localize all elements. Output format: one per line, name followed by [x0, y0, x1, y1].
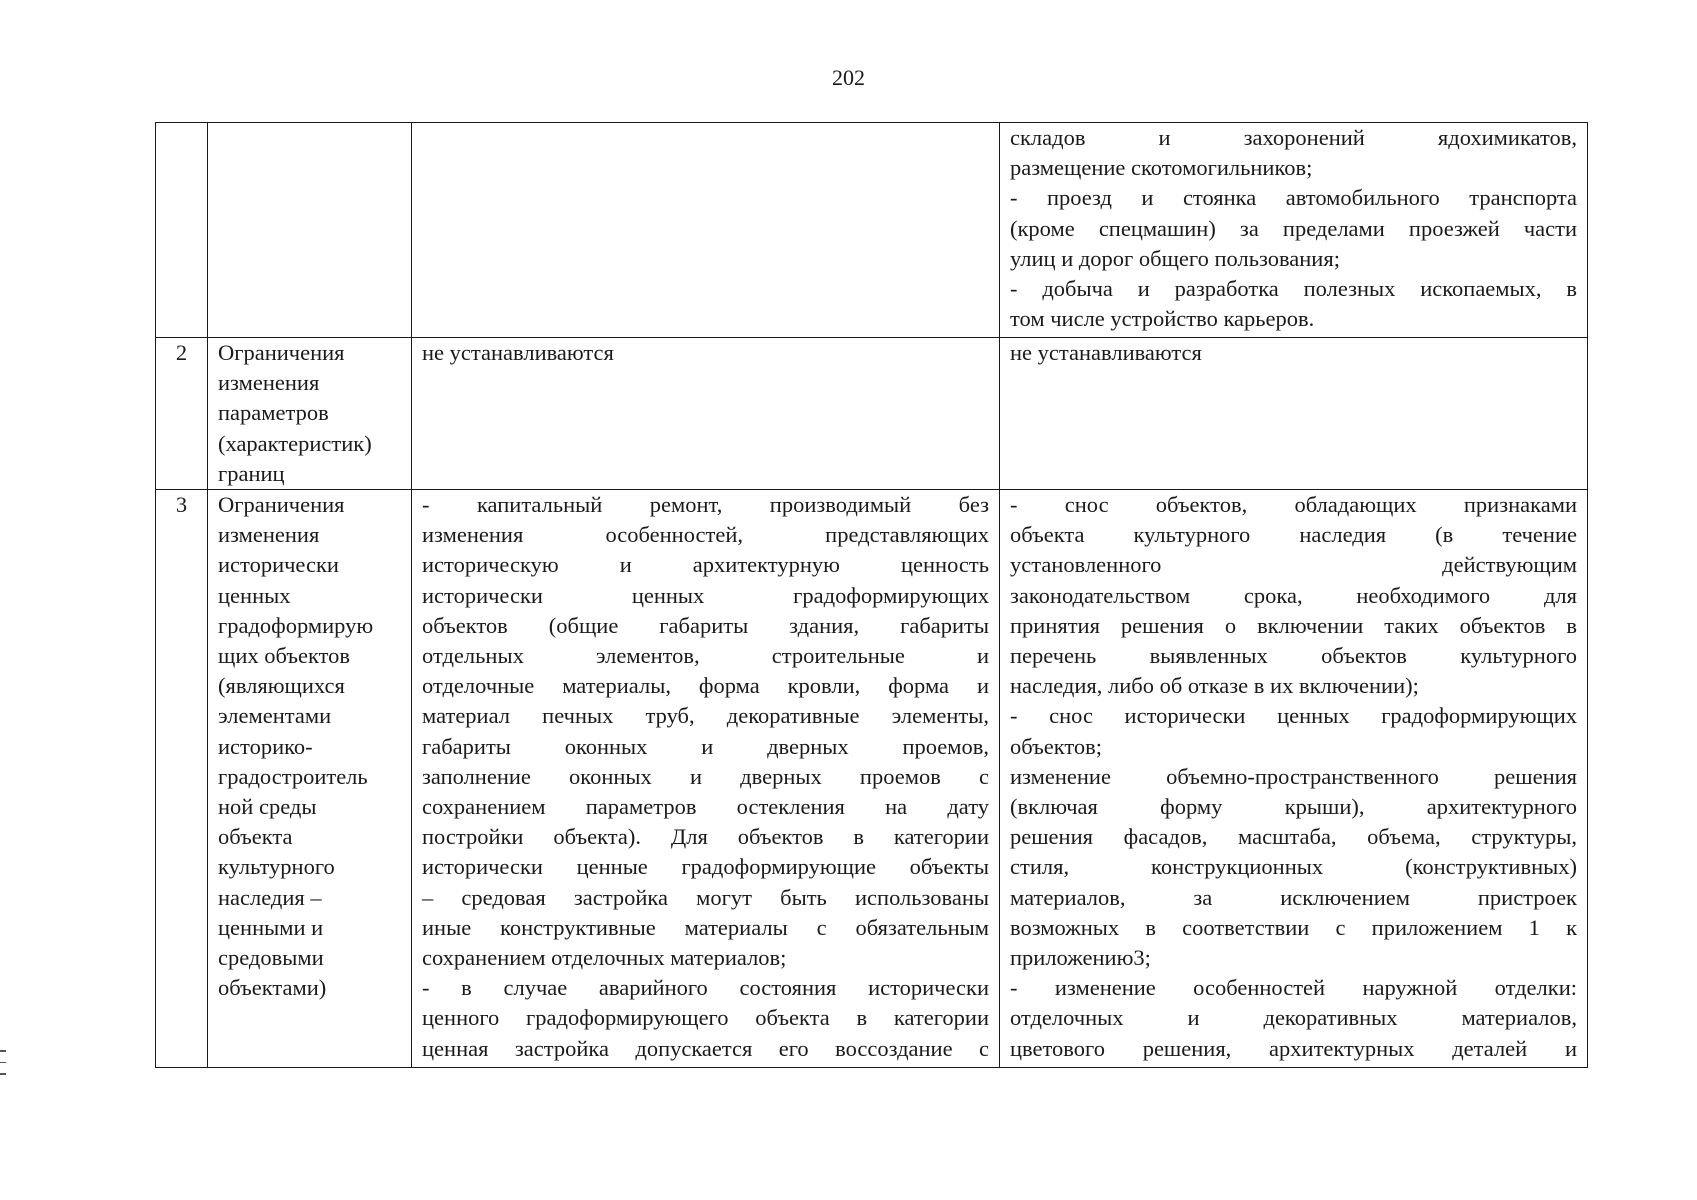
permitted-works-line: иные конструктивные материалы с обязательным [422, 914, 989, 940]
permitted-works-line: отдельных элементов, строительные и [422, 643, 989, 669]
permitted-works-line: не устанавливаются [422, 340, 614, 365]
row-number-cell [156, 123, 208, 338]
row-number-cell: 2 [156, 338, 208, 490]
restriction-name-line: объекта [218, 824, 293, 850]
prohibited-works-cell [1000, 338, 1588, 490]
prohibited-works-line: принятия решения о включении таких объектов в [1010, 612, 1577, 638]
prohibited-works-line: наследия, либо об отказе в их включении); [1010, 673, 1419, 699]
row-number-cell: 3 [156, 490, 208, 1068]
permitted-works-line: материал печных труб, декоративные элементы, [422, 703, 989, 729]
prohibited-works-line: (включая форму крыши), архитектурного [1010, 794, 1577, 820]
restriction-name-line: средовыми [218, 945, 324, 971]
prohibited-works-line: решения фасадов, масштаба, объема, структуры, [1010, 824, 1577, 850]
margin-tick [0, 1073, 6, 1075]
prohibited-works-line: приложению3; [1010, 945, 1151, 971]
restriction-name-line: ценных [218, 582, 291, 608]
prohibited-works-line: (кроме спецмашин) за пределами проезжей части [1010, 215, 1577, 241]
margin-tick [0, 1062, 6, 1064]
permitted-works-line: историческую и архитектурную ценность [422, 552, 989, 578]
prohibited-works-line: отделочных и декоративных материалов, [1010, 1005, 1577, 1031]
permitted-works-line: заполнение оконных и дверных проемов с [422, 763, 989, 789]
restriction-name-line: ной среды [218, 794, 317, 820]
restriction-name-line: изменения [218, 522, 320, 548]
restriction-name-line: исторически [218, 552, 339, 578]
prohibited-works-line: том числе устройство карьеров. [1010, 306, 1315, 332]
permitted-works-line: габариты оконных и дверных проемов, [422, 733, 989, 759]
prohibited-works-line: законодательством срока, необходимого для [1010, 582, 1577, 608]
prohibited-works-line: - проезд и стоянка автомобильного транспорта [1010, 185, 1577, 211]
prohibited-works-line: стиля, конструкционных (конструктивных) [1010, 854, 1577, 880]
restriction-name-line: (характеристик) [218, 430, 372, 456]
permitted-works-cell [412, 490, 1000, 1068]
restriction-name-line: параметров [218, 400, 329, 426]
prohibited-works-line: - снос исторически ценных градоформирующих [1010, 703, 1577, 729]
prohibited-works-line: объекта культурного наследия (в течение [1010, 522, 1577, 548]
permitted-works-cell [412, 338, 1000, 490]
permitted-works-line: исторически ценных градоформирующих [422, 582, 989, 608]
permitted-works-line: постройки объекта). Для объектов в категории [422, 824, 989, 850]
restriction-name-line: изменения [218, 370, 320, 396]
prohibited-works-line: улиц и дорог общего пользования; [1010, 245, 1340, 271]
prohibited-works-line: - снос объектов, обладающих признаками [1010, 492, 1577, 518]
prohibited-works-cell [1000, 490, 1588, 1068]
prohibited-works-line: перечень выявленных объектов культурного [1010, 643, 1577, 669]
prohibited-works-line: - добыча и разработка полезных ископаемых, в [1010, 276, 1577, 302]
prohibited-works-line: цветового решения, архитектурных деталей и [1010, 1035, 1577, 1061]
permitted-works-line: ценного градоформирующего объекта в категории [422, 1005, 989, 1031]
table-row [156, 338, 1588, 490]
restriction-name-line: культурного [218, 854, 335, 880]
restriction-name-cell [208, 123, 412, 338]
restriction-name-line: объектами) [218, 975, 327, 1001]
prohibited-works-line: возможных в соответствии с приложением 1 к [1010, 914, 1577, 940]
restriction-name-line: Ограничения [218, 492, 345, 518]
restriction-name-line: границ [218, 460, 285, 486]
prohibited-works-line: размещение скотомогильников; [1010, 155, 1313, 181]
restriction-name-line: элементами [218, 703, 332, 729]
permitted-works-line: - в случае аварийного состояния исторически [422, 975, 989, 1001]
restriction-name-line: градоформирую [218, 612, 374, 638]
prohibited-works-line: изменение объемно-пространственного решения [1010, 763, 1577, 789]
restriction-name-line: ценными и [218, 914, 324, 940]
restriction-name-line: Ограничения [218, 340, 345, 365]
prohibited-works-line: материалов, за исключением пристроек [1010, 884, 1577, 910]
permitted-works-line: – средовая застройка могут быть использованы [422, 884, 989, 910]
table-row [156, 490, 1588, 1068]
restriction-name-line: градостроитель [218, 763, 368, 789]
permitted-works-line: исторически ценные градоформирующие объекты [422, 854, 989, 880]
margin-tick [0, 1050, 6, 1052]
restriction-name-line: щих объектов [218, 643, 351, 669]
table-row [156, 123, 1588, 338]
restriction-name-line: наследия – [218, 884, 322, 910]
prohibited-works-line: объектов; [1010, 733, 1103, 759]
regulations-table [155, 122, 1588, 1068]
prohibited-works-cell [1000, 123, 1588, 338]
permitted-works-line: - капитальный ремонт, производимый без [422, 492, 989, 518]
prohibited-works-line: складов и захоронений ядохимикатов, [1010, 125, 1577, 150]
scan-margin-marks [0, 1050, 6, 1085]
permitted-works-cell [412, 123, 1000, 338]
prohibited-works-line: установленного действующим [1010, 552, 1577, 578]
restriction-name-cell [208, 338, 412, 490]
prohibited-works-line: - изменение особенностей наружной отделки: [1010, 975, 1577, 1001]
prohibited-works-line: не устанавливаются [1010, 340, 1202, 365]
restriction-name-cell [208, 490, 412, 1068]
permitted-works-line: сохранением параметров остекления на дату [422, 794, 989, 820]
permitted-works-line: ценная застройка допускается его воссоздание с [422, 1035, 989, 1061]
permitted-works-line: сохранением отделочных материалов; [422, 945, 787, 971]
restriction-name-line: историко- [218, 733, 313, 759]
permitted-works-line: объектов (общие габариты здания, габариты [422, 612, 989, 638]
page-number: 202 [832, 65, 865, 90]
permitted-works-line: изменения особенностей, представляющих [422, 522, 989, 548]
restriction-name-line: (являющихся [218, 673, 345, 699]
permitted-works-line: отделочные материалы, форма кровли, форма и [422, 673, 989, 699]
